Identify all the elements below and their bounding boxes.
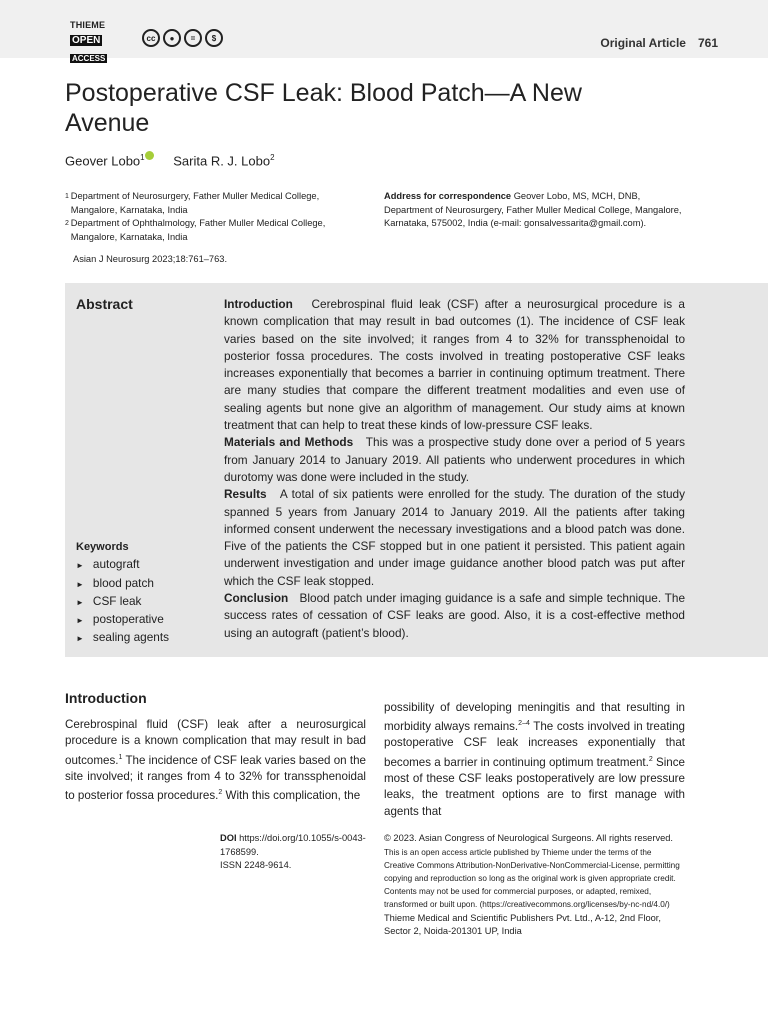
author-name: Sarita R. J. Lobo — [173, 153, 271, 169]
abstract-section-text: Blood patch under imaging guidance is a safe and simple technique. The success rates of cessation of CSF leaks are good. Also, it is a cost-effective method using an autograft (patient’s blood). — [224, 591, 686, 640]
body-text: With this complication, the — [222, 788, 361, 802]
issn: ISSN 2248-9614. — [220, 860, 292, 870]
intro-column-2 — [384, 700, 685, 820]
keyword-item: ► blood patch — [76, 575, 169, 593]
thieme-logo — [70, 20, 110, 63]
abstract-section-label: Materials and Methods — [224, 435, 354, 450]
abstract-section-label: Results — [224, 487, 267, 502]
body-text: The costs involved in treating postoperative CSF leak increases exponentially that becomes a barrier in continuing optimum treatment. — [384, 720, 685, 769]
license-icons — [142, 29, 223, 47]
publisher: Thieme Medical and Scientific Publishers Pvt. Ltd., A-12, 2nd Floor, Sector 2, Noida-201301 UP, India — [384, 912, 661, 937]
abstract-section-text: A total of six patients were enrolled for the study. The duration of the study spanned 5 years from January 2014 to January 2019. All the patients after taking informed consent underwent the necessary investigations and a blood patch was done. Five of the patients the CSF stopped but in one patient it persisted. This patient again underwent investigation and under image guidance another blood patch was put after which the CSF leak stopped. — [224, 487, 686, 588]
abstract-section-text: This was a prospective study done over a period of 5 years from January 2014 to January 2019. All patients who underwent procedures in which durotomy was done were included in the study. — [224, 435, 685, 484]
abstract-heading: Abstract — [76, 296, 133, 312]
citation-ref: 2 — [218, 789, 223, 797]
doi-label: DOI — [220, 833, 237, 843]
logo-line2: OPEN — [72, 35, 101, 46]
abstract-section-label: Conclusion — [224, 591, 289, 606]
article-type — [600, 36, 718, 50]
keywords-heading: Keywords — [76, 541, 129, 553]
author-affil-num: 1 — [140, 153, 145, 162]
keyword-item: ► CSF leak — [76, 593, 169, 611]
affil-num: 1 — [65, 193, 69, 200]
nd-icon: = — [184, 29, 202, 47]
affil-text: Department of Neurosurgery, Father Muller Medical College, Mangalore, Karnataka, India — [70, 191, 320, 215]
introduction-heading: Introduction — [65, 690, 147, 706]
body-text: Cerebrospinal fluid (CSF) leak after a neurosurgical procedure is a known complication that may result in bad outcomes. — [65, 718, 366, 767]
abstract-section-text: Cerebrospinal fluid leak (CSF) after a neurosurgical procedure is a known complication that may result in bad outcomes (1). The incidence of CSF leak varies based on the site involved; it ranges from 4 to 32% for transsphenoidal to posterior fossa procedures. The costs involved in treating postoperative CSF leaks increases exponentially that becomes a barrier in continuing optimum treatment. There are many studies that compare the different treatment modalities and even use of sealing agents but none give an algorithm of management. Our study aims at known treatment that can help to treat these kinds of low-pressure CSF leaks. — [224, 297, 685, 433]
keywords — [76, 539, 169, 648]
author-name: Geover Lobo — [65, 153, 141, 169]
nc-icon: $ — [205, 29, 223, 47]
logo-line1: THIEME — [70, 20, 106, 30]
authors — [65, 151, 275, 168]
keyword-item: ► autograft — [76, 556, 169, 574]
logo-line3: ACCESS — [72, 54, 106, 63]
body-text: The incidence of CSF leak varies based on the site involved; it ranges from 4 to 32% for transsphenoidal to posterior fossa procedures. — [65, 753, 366, 802]
citation: Asian J Neurosurg 2023;18:761–763. — [73, 254, 228, 264]
page-number: 761 — [697, 36, 718, 50]
copyright: © 2023. Asian Congress of Neurological Surgeons. All rights reserved. — [384, 833, 674, 843]
correspondence-label: Address for correspondence — [384, 191, 512, 201]
abstract-section — [224, 486, 685, 590]
intro-column-1 — [65, 717, 366, 804]
abstract-section — [224, 296, 685, 434]
affil-num: 2 — [65, 220, 69, 227]
citation-ref: 2 — [648, 755, 653, 763]
body-text: possibility of developing meningitis and that resulting in morbidity always remains. — [384, 701, 685, 734]
keyword-item: ► sealing agents — [76, 629, 169, 647]
citation-ref: 2–4 — [518, 720, 530, 728]
body-text: Since most of these CSF leaks postoperatively are low pressure leaks, the treatment options are to first manage with agents that — [384, 755, 685, 818]
article-title: Postoperative CSF Leak: Blood Patch—A New Avenue — [65, 79, 582, 137]
orcid-icon[interactable] — [145, 151, 154, 160]
abstract-text — [224, 296, 685, 642]
affiliations — [65, 190, 365, 244]
citation-ref: 1 — [118, 753, 123, 761]
abstract-section-label: Introduction — [224, 297, 293, 311]
license-block — [384, 832, 684, 939]
by-icon: ● — [163, 29, 181, 47]
affil-text: Department of Ophthalmology, Father Muller Medical College, Mangalore, Karnataka, India — [70, 218, 326, 242]
doi-block — [220, 832, 370, 873]
correspondence — [384, 190, 684, 231]
cc-icon: cc — [142, 29, 160, 47]
abstract-section — [224, 590, 685, 642]
correspondence-text: Geover Lobo, MS, MCH, DNB, Department of Neurosurgery, Father Muller Medical College, Mangalore, Karnataka, 575002, India (e-mail: gonsalvessarita@gmail.com). — [384, 191, 682, 228]
abstract-section — [224, 434, 685, 486]
keyword-item: ► postoperative — [76, 611, 169, 629]
doi-link[interactable]: https://doi.org/10.1055/s-0043-1768599. — [220, 833, 366, 857]
article-type-label: Original Article — [600, 36, 686, 50]
author-affil-num: 2 — [270, 153, 275, 162]
license-text: This is an open access article published by Thieme under the terms of the Creative Commons Attribution-NonDerivative-NonCommercial-License, permitting copying and reproduction so long as the original work is given appropriate credit. Contents may not be used for commercial purposes, or adapted, remixed, transformed or built upon. (https://creativecommons.org/licenses/by-nc-nd/4.0/) — [384, 847, 680, 910]
